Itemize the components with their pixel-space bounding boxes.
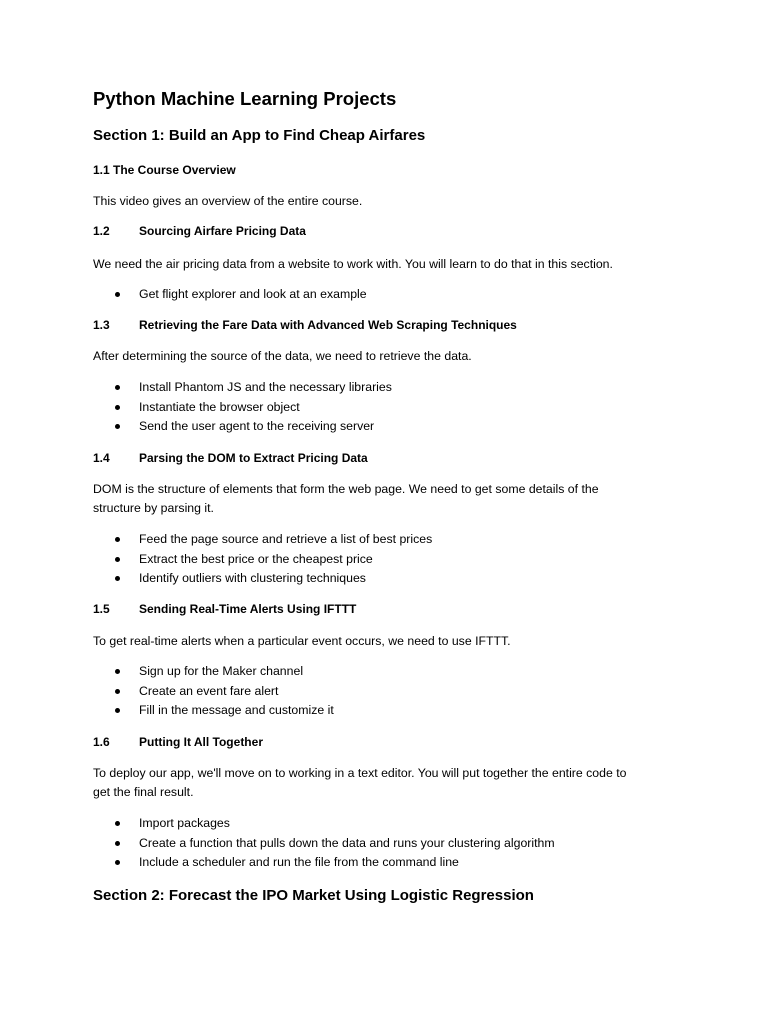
subsection-1-4-heading [93,451,368,465]
list-item-text: Fill in the message and customize it [139,703,334,717]
list-item-text: Import packages [139,816,230,830]
list-item [93,398,392,418]
list-item-text: Create a function that pulls down the data and runs your clustering algorithm [139,835,555,850]
list-item-text: Install Phantom JS and the necessary libraries [139,380,392,394]
bullet-icon [115,689,120,694]
bullet-icon [115,537,120,542]
text-line: get the final result. [93,785,194,799]
subsection-title: Parsing the DOM to Extract Pricing Data [139,451,368,465]
list-item-text: Feed the page source and retrieve a list of best prices [139,532,433,546]
subsection-1-6-bullets [93,814,555,873]
list-item [93,378,392,398]
subsection-number: 1.5 [93,602,110,616]
subsection-1-5-heading [93,602,356,616]
list-item [93,701,334,721]
bullet-icon [115,860,120,865]
bullet-icon [115,708,120,713]
subsection-1-6-heading [93,735,263,749]
subsection-title: Putting It All Together [139,735,263,749]
section-2-heading: Section 2: Forecast the IPO Market Using Logistic Regression [93,887,534,904]
subsection-1-1-heading: 1.1 The Course Overview [93,163,236,177]
section-1-heading: Section 1: Build an App to Find Cheap Airfares [93,127,426,144]
subsection-1-1-text: This video gives an overview of the entire course. [93,194,363,208]
subsection-1-3-text: After determining the source of the data, we need to retrieve the data. [93,349,472,363]
subsection-1-3-heading [93,318,517,332]
bullet-icon [115,405,120,410]
subsection-1-6-text [93,764,683,802]
text-line: DOM is the structure of elements that form the web page. We need to get some details of the [93,482,599,496]
list-item-text: Send the user agent to the receiving server [139,419,375,433]
list-item [93,550,432,570]
list-item-text: Instantiate the browser object [139,399,300,414]
list-item [93,682,334,702]
subsection-1-4-bullets [93,530,432,589]
bullet-icon [115,841,120,846]
bullet-icon [115,385,120,390]
subsection-number: 1.2 [93,224,110,238]
subsection-title: Retrieving the Fare Data with Advanced Web Scraping Techniques [139,318,517,332]
list-item [93,530,432,550]
list-item [93,834,555,854]
list-item [93,662,334,682]
list-item [93,285,367,305]
text-line: To deploy our app, we'll move on to working in a text editor. You will put together the entire code to [93,766,627,780]
list-item-text: Create an event fare alert [139,683,279,698]
subsection-1-5-text: To get real-time alerts when a particular event occurs, we need to use IFTTT. [93,634,511,648]
bullet-icon [115,424,120,429]
subsection-1-3-bullets [93,378,392,437]
bullet-icon [115,576,120,581]
text-line: structure by parsing it. [93,501,214,515]
list-item-text: Include a scheduler and run the file from the command line [139,855,459,869]
list-item-text: Get flight explorer and look at an example [139,287,367,301]
subsection-1-2-bullets [93,285,367,305]
bullet-icon [115,821,120,826]
subsection-1-4-text [93,480,683,518]
subsection-title: Sourcing Airfare Pricing Data [139,224,306,238]
bullet-icon [115,292,120,297]
subsection-number: 1.6 [93,735,110,749]
subsection-1-2-text: We need the air pricing data from a website to work with. You will learn to do that in this section. [93,257,613,271]
subsection-number: 1.4 [93,451,110,465]
list-item [93,814,555,834]
list-item-text: Sign up for the Maker channel [139,664,304,678]
list-item-text: Extract the best price or the cheapest price [139,551,373,566]
list-item [93,417,392,437]
bullet-icon [115,557,120,562]
list-item [93,569,432,589]
list-item [93,853,555,873]
subsection-1-2-heading [93,224,306,238]
document-title: Python Machine Learning Projects [93,88,397,109]
list-item-text: Identify outliers with clustering techniques [139,571,366,585]
bullet-icon [115,669,120,674]
subsection-title: Sending Real-Time Alerts Using IFTTT [139,602,357,616]
subsection-1-5-bullets [93,662,334,721]
subsection-number: 1.3 [93,318,110,332]
